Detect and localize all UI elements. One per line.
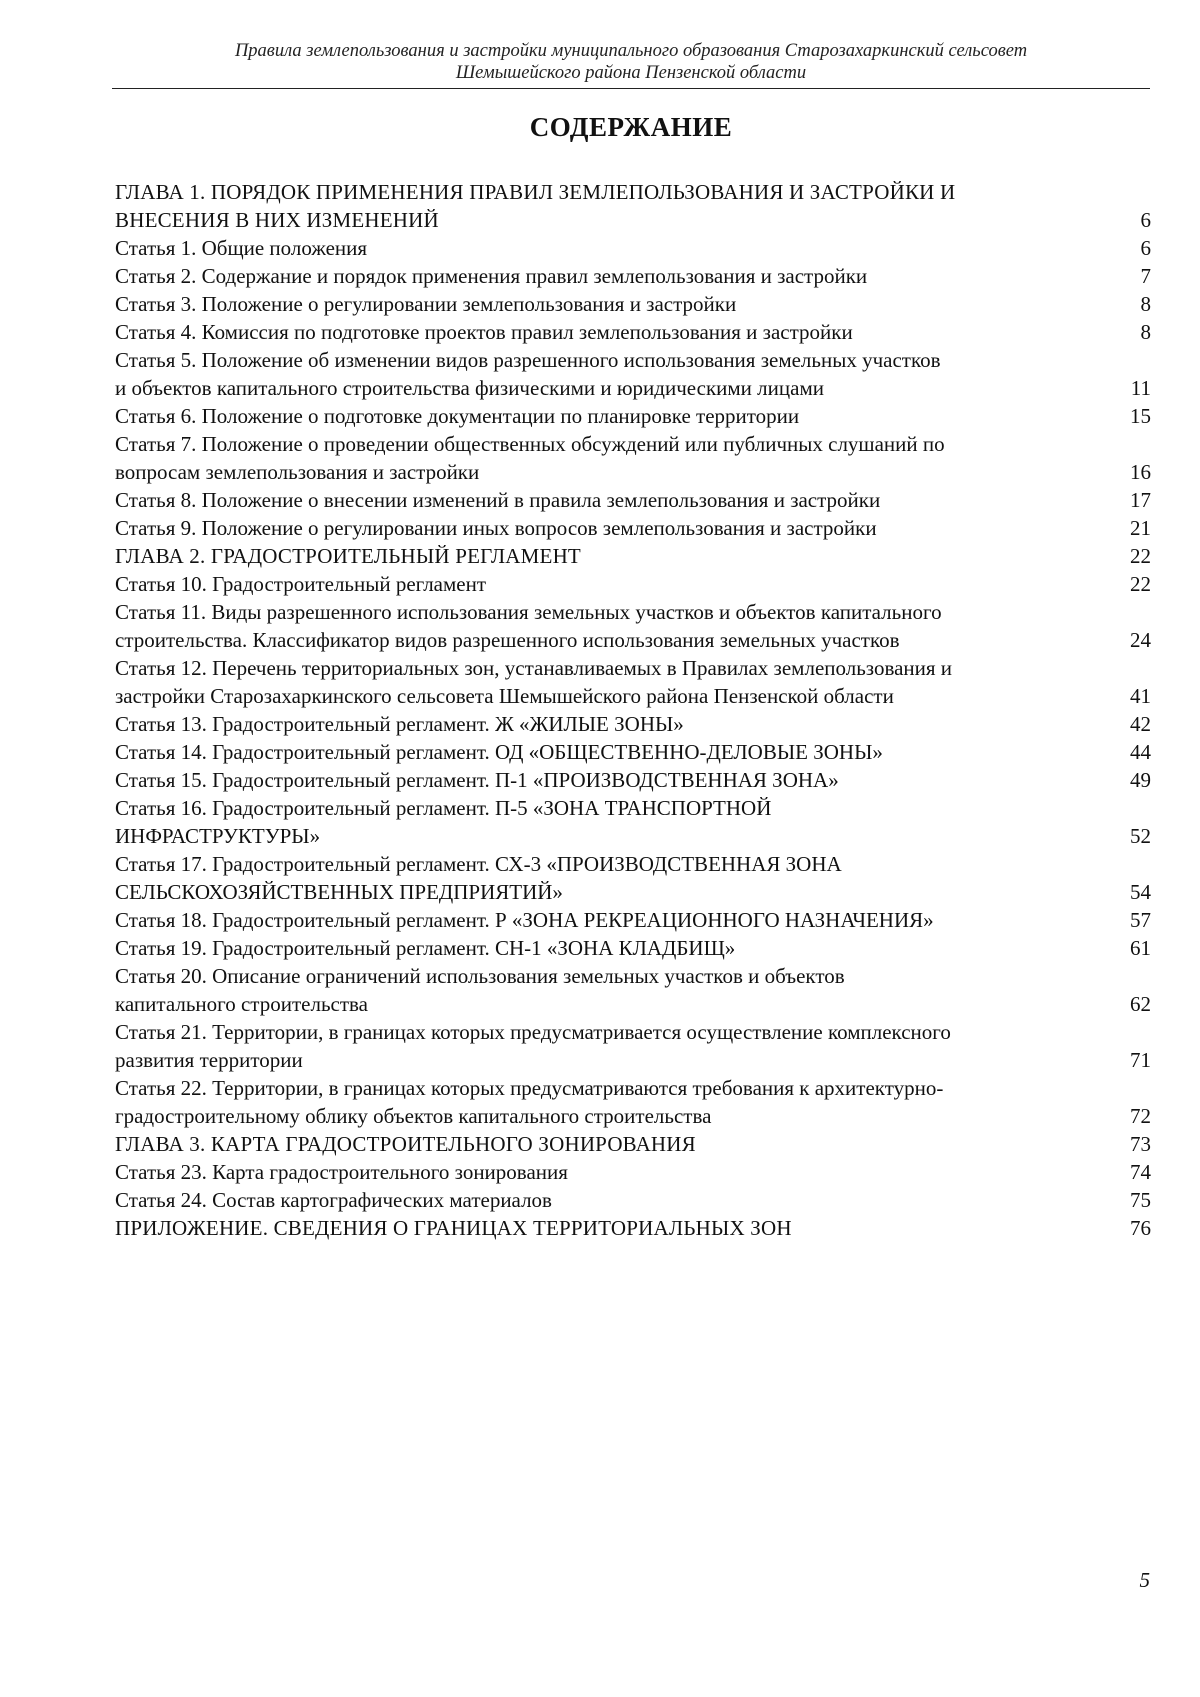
toc-entry-page-number: 75: [1130, 1188, 1151, 1212]
toc-article-entry: [115, 346, 1151, 402]
toc-entry-label: Статья 13. Градостроительный регламент. Ж «ЖИЛЫЕ ЗОНЫ»: [115, 712, 684, 736]
toc-entry-label: ГЛАВА 1. ПОРЯДОК ПРИМЕНЕНИЯ ПРАВИЛ ЗЕМЛЕПОЛЬЗОВАНИЯ И ЗАСТРОЙКИ И: [115, 180, 956, 204]
toc-entry-page-number: 22: [1130, 572, 1151, 596]
table-of-contents: [115, 178, 1151, 1242]
toc-entry-label: ИНФРАСТРУКТУРЫ»: [115, 824, 321, 848]
toc-entry-page-number: 42: [1130, 712, 1151, 736]
toc-entry-label: Статья 11. Виды разрешенного использования земельных участков и объектов капитального: [115, 600, 942, 624]
running-header-line-1: Правила землепользования и застройки муниципального образования Старозахаркинский сельсовет: [234, 41, 1028, 61]
toc-entry-label: вопросам землепользования и застройки: [115, 460, 480, 484]
toc-entry-label: застройки Старозахаркинского сельсовета Шемышейского района Пензенской области: [115, 684, 894, 708]
toc-entry-page-number: 6: [1140, 236, 1151, 260]
toc-article-entry: [115, 402, 1151, 430]
toc-entry-label: развития территории: [115, 1048, 303, 1072]
toc-entry-page-number: 73: [1130, 1132, 1151, 1156]
toc-entry-label: Статья 7. Положение о проведении общественных обсуждений или публичных слушаний по: [115, 432, 945, 456]
toc-entry-page-number: 8: [1140, 292, 1151, 316]
toc-entry-label: СЕЛЬСКОХОЗЯЙСТВЕННЫХ ПРЕДПРИЯТИЙ»: [115, 880, 563, 904]
toc-entry-page-number: 24: [1130, 628, 1151, 652]
toc-article-entry: [115, 1186, 1151, 1214]
toc-entry-page-number: 6: [1140, 208, 1151, 232]
page-number: 5: [1139, 1568, 1150, 1592]
toc-article-entry: [115, 794, 1151, 850]
toc-entry-label: строительства. Классификатор видов разрешенного использования земельных участков: [115, 628, 900, 652]
toc-entry-page-number: 54: [1130, 880, 1151, 904]
toc-entry-label: Статья 4. Комиссия по подготовке проектов правил землепользования и застройки: [115, 320, 853, 344]
toc-article-entry: [115, 850, 1151, 906]
toc-entry-label: Статья 14. Градостроительный регламент. ОД «ОБЩЕСТВЕННО-ДЕЛОВЫЕ ЗОНЫ»: [115, 740, 883, 764]
toc-chapter-entry: [115, 1130, 1151, 1158]
header-rule: [112, 88, 1150, 89]
toc-entry-label: и объектов капитального строительства физическими и юридическими лицами: [115, 376, 824, 400]
toc-chapter-entry: [115, 1214, 1151, 1242]
toc-entry-label: Статья 23. Карта градостроительного зонирования: [115, 1160, 568, 1184]
toc-entry-page-number: 22: [1130, 544, 1151, 568]
toc-entry-page-number: 41: [1130, 684, 1151, 708]
toc-entry-label: Статья 17. Градостроительный регламент. СХ-3 «ПРОИЗВОДСТВЕННАЯ ЗОНА: [115, 852, 842, 876]
toc-entry-page-number: 52: [1130, 824, 1151, 848]
toc-article-entry: [115, 234, 1151, 262]
toc-article-entry: [115, 654, 1151, 710]
toc-entry-page-number: 17: [1130, 488, 1151, 512]
toc-entry-label: Статья 5. Положение об изменении видов разрешенного использования земельных участков: [115, 348, 941, 372]
toc-entry-label: Статья 15. Градостроительный регламент. П-1 «ПРОИЗВОДСТВЕННАЯ ЗОНА»: [115, 768, 839, 792]
toc-entry-label: Статья 21. Территории, в границах которых предусматривается осуществление комплексного: [115, 1020, 951, 1044]
toc-entry-page-number: 72: [1130, 1104, 1151, 1128]
toc-article-entry: [115, 514, 1151, 542]
toc-entry-label: Статья 1. Общие положения: [115, 236, 368, 260]
toc-article-entry: [115, 934, 1151, 962]
toc-title: СОДЕРЖАНИЕ: [529, 112, 733, 142]
toc-entry-label: Статья 6. Положение о подготовке документации по планировке территории: [115, 404, 800, 428]
toc-entry-label: ГЛАВА 2. ГРАДОСТРОИТЕЛЬНЫЙ РЕГЛАМЕНТ: [115, 544, 581, 568]
toc-entry-label: Статья 19. Градостроительный регламент. СН-1 «ЗОНА КЛАДБИЩ»: [115, 936, 736, 960]
toc-entry-page-number: 7: [1140, 264, 1151, 288]
toc-entry-page-number: 61: [1130, 936, 1151, 960]
toc-entry-page-number: 71: [1130, 1048, 1151, 1072]
running-header: [112, 40, 1150, 84]
toc-entry-label: Статья 3. Положение о регулировании землепользования и застройки: [115, 292, 737, 316]
toc-article-entry: [115, 710, 1151, 738]
toc-article-entry: [115, 906, 1151, 934]
toc-entry-label: Статья 10. Градостроительный регламент: [115, 572, 487, 596]
toc-chapter-entry: [115, 178, 1151, 234]
toc-entry-page-number: 74: [1130, 1160, 1151, 1184]
running-header-line-2: Шемышейского района Пензенской области: [455, 63, 807, 83]
toc-article-entry: [115, 598, 1151, 654]
toc-entry-label: ПРИЛОЖЕНИЕ. СВЕДЕНИЯ О ГРАНИЦАХ ТЕРРИТОРИАЛЬНЫХ ЗОН: [115, 1216, 792, 1240]
toc-article-entry: [115, 1018, 1151, 1074]
toc-article-entry: [115, 1074, 1151, 1130]
toc-article-entry: [115, 318, 1151, 346]
toc-entry-page-number: 11: [1130, 376, 1151, 400]
toc-entry-label: Статья 22. Территории, в границах которых предусматриваются требования к архитектурно-: [115, 1076, 944, 1100]
toc-entry-label: Статья 20. Описание ограничений использования земельных участков и объектов: [115, 964, 845, 988]
toc-entry-label: ГЛАВА 3. КАРТА ГРАДОСТРОИТЕЛЬНОГО ЗОНИРОВАНИЯ: [115, 1132, 696, 1156]
toc-article-entry: [115, 290, 1151, 318]
toc-entry-label: Статья 16. Градостроительный регламент. П-5 «ЗОНА ТРАНСПОРТНОЙ: [115, 796, 772, 820]
toc-entry-page-number: 21: [1130, 516, 1151, 540]
toc-entry-label: капитального строительства: [115, 992, 368, 1016]
toc-entry-label: Статья 12. Перечень территориальных зон, устанавливаемых в Правилах землепользования и: [115, 656, 953, 680]
toc-article-entry: [115, 486, 1151, 514]
toc-entry-page-number: 44: [1130, 740, 1151, 764]
toc-entry-label: Статья 2. Содержание и порядок применения правил землепользования и застройки: [115, 264, 868, 288]
toc-article-entry: [115, 430, 1151, 486]
toc-article-entry: [115, 962, 1151, 1018]
toc-article-entry: [115, 262, 1151, 290]
toc-chapter-entry: [115, 542, 1151, 570]
toc-entry-label: Статья 8. Положение о внесении изменений в правила землепользования и застройки: [115, 488, 881, 512]
toc-entry-page-number: 49: [1130, 768, 1151, 792]
toc-article-entry: [115, 570, 1151, 598]
toc-entry-page-number: 15: [1130, 404, 1151, 428]
toc-article-entry: [115, 1158, 1151, 1186]
toc-article-entry: [115, 766, 1151, 794]
toc-entry-page-number: 8: [1140, 320, 1151, 344]
toc-entry-label: ВНЕСЕНИЯ В НИХ ИЗМЕНЕНИЙ: [115, 208, 439, 232]
toc-entry-page-number: 76: [1130, 1216, 1151, 1240]
toc-article-entry: [115, 738, 1151, 766]
toc-entry-label: Статья 18. Градостроительный регламент. Р «ЗОНА РЕКРЕАЦИОННОГО НАЗНАЧЕНИЯ»: [115, 908, 934, 932]
toc-entry-page-number: 57: [1130, 908, 1151, 932]
toc-entry-label: градостроительному облику объектов капитального строительства: [115, 1104, 712, 1128]
toc-entry-label: Статья 9. Положение о регулировании иных вопросов землепользования и застройки: [115, 516, 877, 540]
toc-entry-page-number: 62: [1130, 992, 1151, 1016]
toc-entry-label: Статья 24. Состав картографических материалов: [115, 1188, 552, 1212]
toc-entry-page-number: 16: [1130, 460, 1151, 484]
